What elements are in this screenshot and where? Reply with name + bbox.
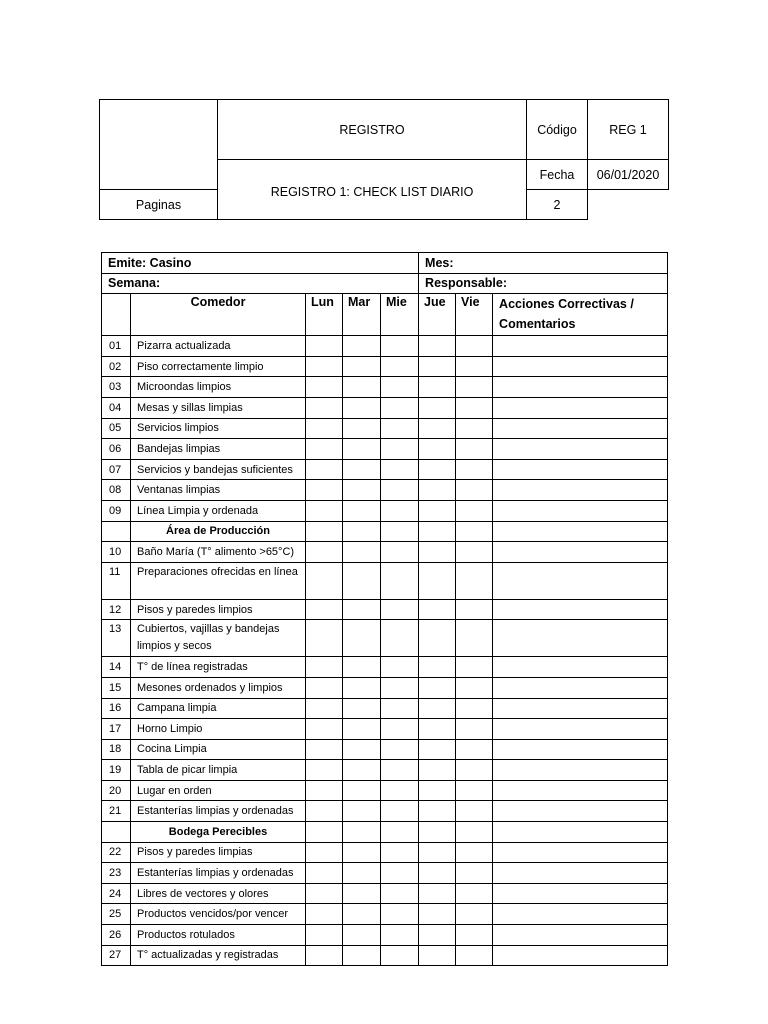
check-cell-vie[interactable] (456, 336, 493, 357)
check-cell-jue[interactable] (419, 336, 456, 357)
check-cell-jue[interactable] (419, 677, 456, 698)
responsable-cell: Responsable: (419, 273, 668, 294)
row-number: 06 (102, 439, 131, 460)
section-day-cell (381, 822, 419, 843)
row-number: 25 (102, 904, 131, 925)
check-cell-jue[interactable] (419, 883, 456, 904)
check-cell-vie[interactable] (456, 542, 493, 563)
check-cell-mie[interactable] (381, 377, 419, 398)
row-item-label: Baño María (T° alimento >65°C) (131, 542, 306, 563)
comment-cell[interactable] (493, 677, 668, 698)
fecha-value: 06/01/2020 (588, 160, 669, 190)
section-day-cell (343, 822, 381, 843)
check-cell-mie[interactable] (381, 418, 419, 439)
check-cell-jue[interactable] (419, 397, 456, 418)
comment-cell[interactable] (493, 780, 668, 801)
section-comment-cell (493, 521, 668, 542)
check-cell-lun[interactable] (306, 562, 343, 599)
check-cell-vie[interactable] (456, 459, 493, 480)
check-cell-jue[interactable] (419, 739, 456, 760)
check-cell-lun[interactable] (306, 780, 343, 801)
checklist-row (102, 760, 668, 781)
check-cell-jue[interactable] (419, 719, 456, 740)
row-number: 02 (102, 356, 131, 377)
check-cell-mie[interactable] (381, 739, 419, 760)
comment-cell[interactable] (493, 480, 668, 501)
check-cell-lun[interactable] (306, 925, 343, 946)
check-cell-mar[interactable] (343, 904, 381, 925)
check-cell-lun[interactable] (306, 397, 343, 418)
comment-cell[interactable] (493, 863, 668, 884)
checklist-row (102, 677, 668, 698)
check-cell-mie[interactable] (381, 459, 419, 480)
check-cell-vie[interactable] (456, 439, 493, 460)
check-cell-jue[interactable] (419, 500, 456, 521)
row-number: 09 (102, 500, 131, 521)
comment-cell[interactable] (493, 418, 668, 439)
comment-cell[interactable] (493, 439, 668, 460)
check-cell-mar[interactable] (343, 377, 381, 398)
comment-cell[interactable] (493, 883, 668, 904)
check-cell-mar[interactable] (343, 439, 381, 460)
checklist-row (102, 418, 668, 439)
checklist-row (102, 863, 668, 884)
checklist-row (102, 500, 668, 521)
day-header-jue: Jue (419, 294, 456, 336)
check-cell-jue[interactable] (419, 657, 456, 678)
check-cell-lun[interactable] (306, 599, 343, 620)
row-item-label: T° actualizadas y registradas (131, 945, 306, 966)
day-header-vie: Vie (456, 294, 493, 336)
row-item-label: Ventanas limpias (131, 480, 306, 501)
acciones-column-header: Acciones Correctivas / Comentarios (493, 294, 668, 336)
check-cell-vie[interactable] (456, 698, 493, 719)
check-cell-jue[interactable] (419, 542, 456, 563)
check-cell-mar[interactable] (343, 459, 381, 480)
fecha-label: Fecha (527, 160, 588, 190)
check-cell-mie[interactable] (381, 562, 419, 599)
comment-cell[interactable] (493, 459, 668, 480)
comment-cell[interactable] (493, 397, 668, 418)
check-cell-vie[interactable] (456, 480, 493, 501)
row-number: 08 (102, 480, 131, 501)
checklist-row (102, 480, 668, 501)
checklist-row (102, 904, 668, 925)
check-cell-mar[interactable] (343, 542, 381, 563)
section-number-cell (102, 521, 131, 542)
check-cell-vie[interactable] (456, 780, 493, 801)
section-day-cell (343, 521, 381, 542)
day-header-mie: Mie (381, 294, 419, 336)
checklist-row (102, 698, 668, 719)
comment-cell[interactable] (493, 562, 668, 599)
check-cell-vie[interactable] (456, 719, 493, 740)
check-cell-mar[interactable] (343, 925, 381, 946)
comment-cell[interactable] (493, 377, 668, 398)
row-item-label: Servicios y bandejas suficientes (131, 459, 306, 480)
check-cell-mie[interactable] (381, 657, 419, 678)
check-cell-mar[interactable] (343, 480, 381, 501)
check-cell-mar[interactable] (343, 562, 381, 599)
checklist-row (102, 439, 668, 460)
row-item-label: Productos rotulados (131, 925, 306, 946)
check-cell-mie[interactable] (381, 719, 419, 740)
checklist-row (102, 377, 668, 398)
comment-cell[interactable] (493, 356, 668, 377)
semana-cell: Semana: (102, 273, 419, 294)
check-cell-lun[interactable] (306, 439, 343, 460)
row-item-label: Horno Limpio (131, 719, 306, 740)
checklist-table (101, 252, 668, 966)
row-item-label: Piso correctamente limpio (131, 356, 306, 377)
row-number: 13 (102, 620, 131, 657)
section-header-bodega: Bodega Perecibles (131, 822, 306, 843)
check-cell-jue[interactable] (419, 480, 456, 501)
check-cell-mar[interactable] (343, 842, 381, 863)
section-day-cell (306, 822, 343, 843)
row-number: 11 (102, 562, 131, 599)
row-item-label: Línea Limpia y ordenada (131, 500, 306, 521)
logo-cell (100, 100, 218, 190)
check-cell-lun[interactable] (306, 677, 343, 698)
comment-cell[interactable] (493, 719, 668, 740)
check-cell-vie[interactable] (456, 677, 493, 698)
check-cell-lun[interactable] (306, 356, 343, 377)
check-cell-vie[interactable] (456, 739, 493, 760)
checklist-row (102, 657, 668, 678)
row-number: 21 (102, 801, 131, 822)
row-number: 14 (102, 657, 131, 678)
check-cell-jue[interactable] (419, 620, 456, 657)
check-cell-mar[interactable] (343, 863, 381, 884)
check-cell-mie[interactable] (381, 620, 419, 657)
check-cell-vie[interactable] (456, 842, 493, 863)
comment-cell[interactable] (493, 336, 668, 357)
check-cell-jue[interactable] (419, 377, 456, 398)
row-number: 19 (102, 760, 131, 781)
check-cell-lun[interactable] (306, 760, 343, 781)
check-cell-mie[interactable] (381, 760, 419, 781)
check-cell-mar[interactable] (343, 719, 381, 740)
comment-cell[interactable] (493, 500, 668, 521)
check-cell-vie[interactable] (456, 562, 493, 599)
check-cell-mar[interactable] (343, 801, 381, 822)
check-cell-jue[interactable] (419, 842, 456, 863)
check-cell-mie[interactable] (381, 500, 419, 521)
check-cell-mie[interactable] (381, 925, 419, 946)
row-item-label: Pizarra actualizada (131, 336, 306, 357)
check-cell-jue[interactable] (419, 599, 456, 620)
check-cell-vie[interactable] (456, 904, 493, 925)
check-cell-lun[interactable] (306, 801, 343, 822)
section-day-cell (456, 521, 493, 542)
row-number: 22 (102, 842, 131, 863)
area-column-header: Comedor (131, 294, 306, 336)
day-header-mar: Mar (343, 294, 381, 336)
section-row (102, 822, 668, 843)
section-day-cell (456, 822, 493, 843)
comment-cell[interactable] (493, 760, 668, 781)
section-day-cell (419, 822, 456, 843)
check-cell-jue[interactable] (419, 904, 456, 925)
codigo-value: REG 1 (588, 100, 669, 160)
row-item-label: Mesas y sillas limpias (131, 397, 306, 418)
section-day-cell (306, 521, 343, 542)
row-item-label: T° de línea registradas (131, 657, 306, 678)
check-cell-mie[interactable] (381, 439, 419, 460)
row-item-label: Tabla de picar limpia (131, 760, 306, 781)
section-row (102, 521, 668, 542)
comment-cell[interactable] (493, 657, 668, 678)
check-cell-vie[interactable] (456, 500, 493, 521)
row-number: 23 (102, 863, 131, 884)
check-cell-vie[interactable] (456, 801, 493, 822)
check-cell-jue[interactable] (419, 698, 456, 719)
row-item-label: Campana limpia (131, 698, 306, 719)
section-day-cell (419, 521, 456, 542)
check-cell-lun[interactable] (306, 418, 343, 439)
row-item-label: Servicios limpios (131, 418, 306, 439)
row-number: 18 (102, 739, 131, 760)
check-cell-lun[interactable] (306, 500, 343, 521)
row-number: 24 (102, 883, 131, 904)
check-cell-vie[interactable] (456, 620, 493, 657)
check-cell-vie[interactable] (456, 356, 493, 377)
row-number: 07 (102, 459, 131, 480)
checklist-row (102, 620, 668, 657)
check-cell-mie[interactable] (381, 542, 419, 563)
comment-cell[interactable] (493, 842, 668, 863)
check-cell-mie[interactable] (381, 801, 419, 822)
check-cell-vie[interactable] (456, 945, 493, 966)
checklist-row (102, 883, 668, 904)
check-cell-lun[interactable] (306, 377, 343, 398)
section-header-produccion: Área de Producción (131, 521, 306, 542)
check-cell-mar[interactable] (343, 677, 381, 698)
checklist-row (102, 739, 668, 760)
row-number: 16 (102, 698, 131, 719)
check-cell-mie[interactable] (381, 780, 419, 801)
check-cell-jue[interactable] (419, 925, 456, 946)
row-item-label: Libres de vectores y olores (131, 883, 306, 904)
check-cell-mie[interactable] (381, 945, 419, 966)
check-cell-jue[interactable] (419, 760, 456, 781)
check-cell-lun[interactable] (306, 719, 343, 740)
check-cell-mar[interactable] (343, 739, 381, 760)
check-cell-lun[interactable] (306, 657, 343, 678)
row-number: 04 (102, 397, 131, 418)
check-cell-mie[interactable] (381, 904, 419, 925)
comment-cell[interactable] (493, 620, 668, 657)
check-cell-mar[interactable] (343, 599, 381, 620)
row-item-label: Estanterías limpias y ordenadas (131, 863, 306, 884)
paginas-value: 2 (527, 190, 588, 220)
check-cell-lun[interactable] (306, 480, 343, 501)
check-cell-lun[interactable] (306, 904, 343, 925)
row-item-label: Cubiertos, vajillas y bandejas limpios y secos (131, 620, 306, 657)
check-cell-mie[interactable] (381, 883, 419, 904)
check-cell-lun[interactable] (306, 945, 343, 966)
check-cell-mie[interactable] (381, 356, 419, 377)
check-cell-jue[interactable] (419, 945, 456, 966)
row-number: 03 (102, 377, 131, 398)
check-cell-vie[interactable] (456, 377, 493, 398)
check-cell-vie[interactable] (456, 657, 493, 678)
emite-cell: Emite: Casino (102, 253, 419, 274)
check-cell-jue[interactable] (419, 801, 456, 822)
number-column-header (102, 294, 131, 336)
check-cell-jue[interactable] (419, 356, 456, 377)
checklist-row (102, 542, 668, 563)
document-title: REGISTRO (218, 100, 527, 160)
check-cell-mie[interactable] (381, 677, 419, 698)
checklist-row (102, 562, 668, 599)
check-cell-mar[interactable] (343, 698, 381, 719)
row-number: 20 (102, 780, 131, 801)
section-day-cell (381, 521, 419, 542)
check-cell-mar[interactable] (343, 945, 381, 966)
check-cell-vie[interactable] (456, 418, 493, 439)
check-cell-lun[interactable] (306, 620, 343, 657)
check-cell-vie[interactable] (456, 883, 493, 904)
check-cell-mar[interactable] (343, 336, 381, 357)
check-cell-mie[interactable] (381, 397, 419, 418)
checklist-row (102, 336, 668, 357)
check-cell-lun[interactable] (306, 459, 343, 480)
check-cell-mie[interactable] (381, 599, 419, 620)
row-item-label: Microondas limpios (131, 377, 306, 398)
check-cell-mar[interactable] (343, 500, 381, 521)
checklist-row (102, 599, 668, 620)
check-cell-lun[interactable] (306, 698, 343, 719)
row-item-label: Mesones ordenados y limpios (131, 677, 306, 698)
check-cell-jue[interactable] (419, 439, 456, 460)
check-cell-jue[interactable] (419, 418, 456, 439)
row-item-label: Cocina Limpia (131, 739, 306, 760)
row-item-label: Pisos y paredes limpias (131, 842, 306, 863)
codigo-label: Código (527, 100, 588, 160)
checklist-row (102, 397, 668, 418)
row-number: 01 (102, 336, 131, 357)
check-cell-lun[interactable] (306, 336, 343, 357)
checklist-row (102, 780, 668, 801)
check-cell-lun[interactable] (306, 863, 343, 884)
comment-cell[interactable] (493, 739, 668, 760)
row-number: 05 (102, 418, 131, 439)
row-number: 15 (102, 677, 131, 698)
document-header (99, 99, 669, 220)
check-cell-mar[interactable] (343, 883, 381, 904)
check-cell-mar[interactable] (343, 418, 381, 439)
row-item-label: Lugar en orden (131, 780, 306, 801)
comment-cell[interactable] (493, 945, 668, 966)
comment-cell[interactable] (493, 801, 668, 822)
comment-cell[interactable] (493, 542, 668, 563)
checklist-row (102, 801, 668, 822)
check-cell-lun[interactable] (306, 542, 343, 563)
check-cell-lun[interactable] (306, 883, 343, 904)
row-item-label: Preparaciones ofrecidas en línea (131, 562, 306, 599)
checklist-row (102, 925, 668, 946)
comment-cell[interactable] (493, 904, 668, 925)
check-cell-jue[interactable] (419, 780, 456, 801)
row-number: 12 (102, 599, 131, 620)
check-cell-vie[interactable] (456, 863, 493, 884)
section-comment-cell (493, 822, 668, 843)
check-cell-mie[interactable] (381, 698, 419, 719)
checklist-row (102, 945, 668, 966)
check-cell-mar[interactable] (343, 397, 381, 418)
checklist-row (102, 356, 668, 377)
check-cell-mie[interactable] (381, 863, 419, 884)
checklist-row (102, 719, 668, 740)
comment-cell[interactable] (493, 925, 668, 946)
checklist-row (102, 842, 668, 863)
mes-cell: Mes: (419, 253, 668, 274)
row-item-label: Estanterías limpias y ordenadas (131, 801, 306, 822)
row-number: 27 (102, 945, 131, 966)
row-number: 26 (102, 925, 131, 946)
check-cell-mar[interactable] (343, 760, 381, 781)
check-cell-mie[interactable] (381, 480, 419, 501)
row-number: 10 (102, 542, 131, 563)
check-cell-jue[interactable] (419, 562, 456, 599)
check-cell-jue[interactable] (419, 459, 456, 480)
day-header-lun: Lun (306, 294, 343, 336)
check-cell-lun[interactable] (306, 739, 343, 760)
row-number: 17 (102, 719, 131, 740)
row-item-label: Productos vencidos/por vencer (131, 904, 306, 925)
check-cell-lun[interactable] (306, 842, 343, 863)
check-cell-vie[interactable] (456, 599, 493, 620)
check-cell-vie[interactable] (456, 925, 493, 946)
row-item-label: Pisos y paredes limpios (131, 599, 306, 620)
check-cell-mie[interactable] (381, 336, 419, 357)
check-cell-mar[interactable] (343, 620, 381, 657)
section-number-cell (102, 822, 131, 843)
document-subtitle: REGISTRO 1: CHECK LIST DIARIO (218, 160, 527, 220)
comment-cell[interactable] (493, 698, 668, 719)
check-cell-mar[interactable] (343, 780, 381, 801)
row-item-label: Bandejas limpias (131, 439, 306, 460)
check-cell-vie[interactable] (456, 760, 493, 781)
check-cell-jue[interactable] (419, 863, 456, 884)
checklist-row (102, 459, 668, 480)
check-cell-mar[interactable] (343, 356, 381, 377)
check-cell-mar[interactable] (343, 657, 381, 678)
check-cell-vie[interactable] (456, 397, 493, 418)
check-cell-mie[interactable] (381, 842, 419, 863)
comment-cell[interactable] (493, 599, 668, 620)
paginas-label: Paginas (100, 190, 218, 220)
